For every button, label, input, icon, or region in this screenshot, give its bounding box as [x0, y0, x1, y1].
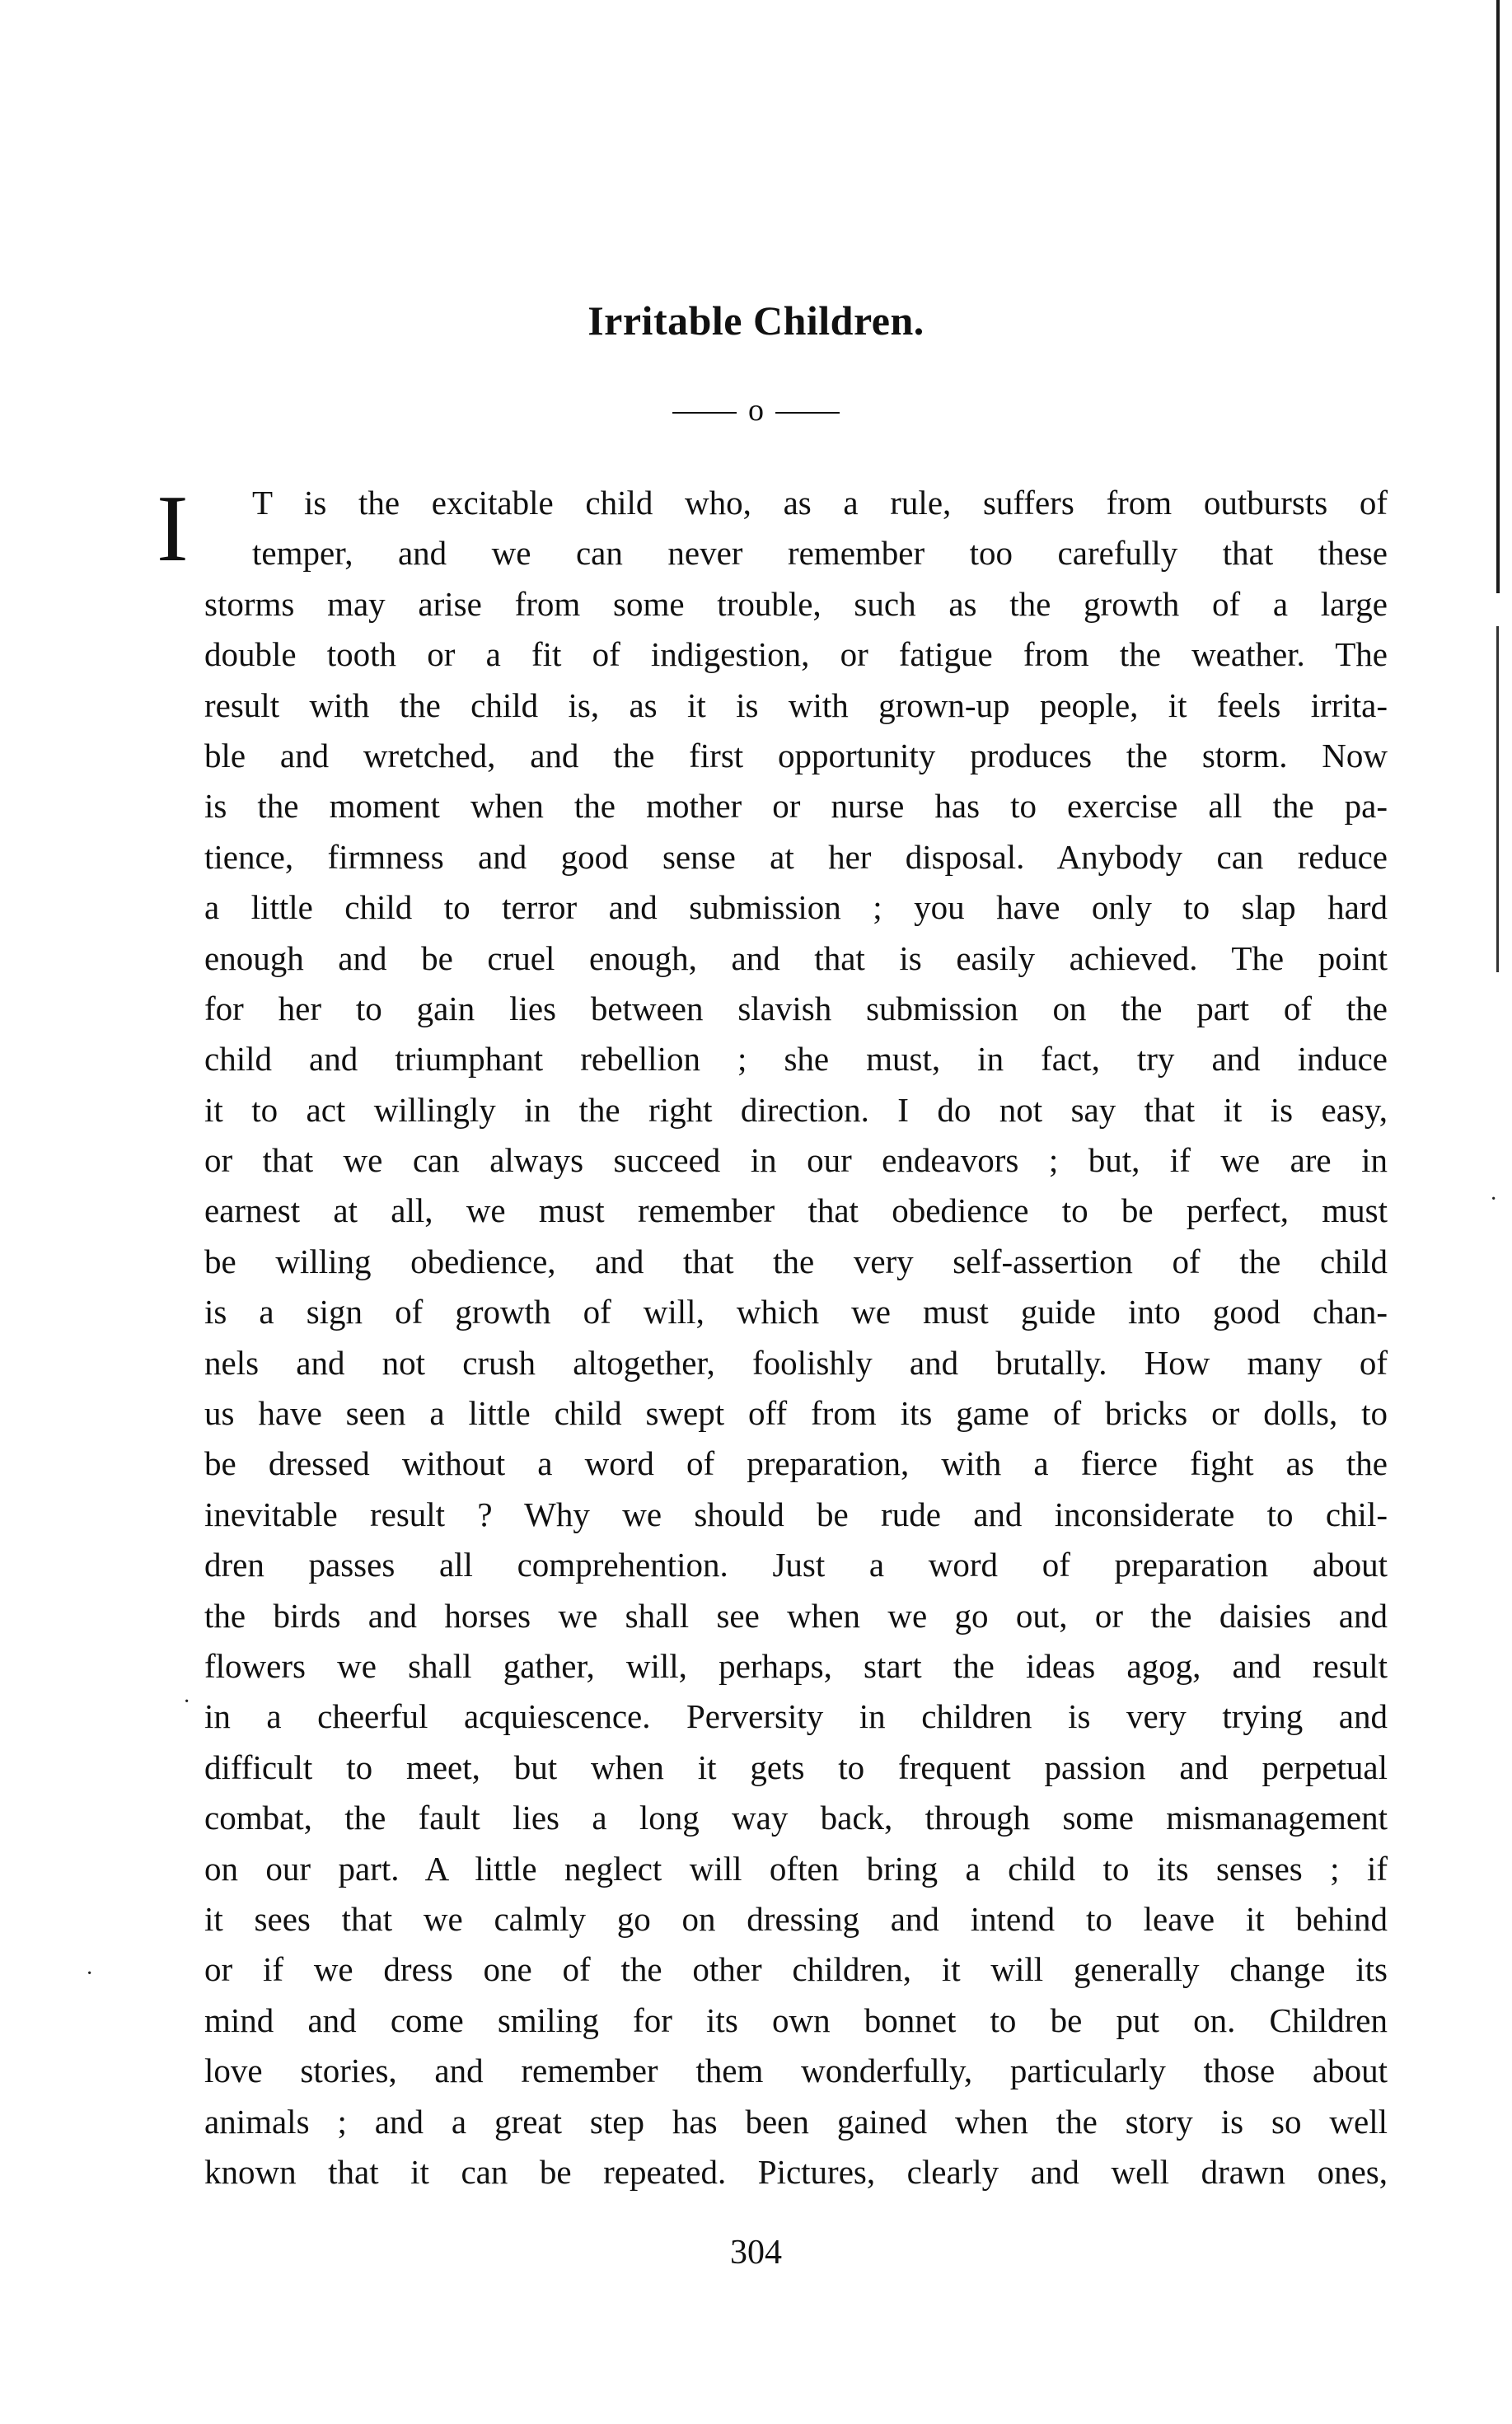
text-line: enough and be cruel enough, and that is easily achieved. The point [204, 938, 1388, 977]
text-line: be dressed without a word of preparation, with a fierce fight as the [204, 1444, 1388, 1483]
ornament-rule-left [672, 412, 737, 414]
text-line: love stories, and remember them wonderfully, particularly those about [204, 2052, 1388, 2090]
text-line: difficult to meet, but when it gets to frequent passion and perpetual [204, 1748, 1388, 1786]
text-line: tience, firmness and good sense at her disposal. Anybody can reduce [204, 837, 1388, 876]
ornament-rule-right [775, 412, 840, 414]
text-line: the birds and horses we shall see when we go out, or the daisies and [204, 1596, 1388, 1635]
heading-ornament [0, 394, 1512, 427]
scan-speck: · [183, 1689, 191, 1715]
text-line: child and triumphant rebellion ; she must, in fact, try and induce [204, 1040, 1388, 1079]
text-line: it sees that we calmly go on dressing and intend to leave it behind [204, 1899, 1388, 1938]
text-line: temper, and we can never remember too carefully that these [252, 534, 1388, 573]
text-line: be willing obedience, and that the very self-assertion of the child [204, 1242, 1388, 1280]
text-line: ble and wretched, and the first opportunity produces the storm. Now [204, 736, 1388, 774]
text-line: or if we dress one of the other children, it will generally change its [204, 1950, 1388, 1989]
text-line: inevitable result ? Why we should be rude and inconsiderate to chil- [204, 1495, 1388, 1533]
text-line: a little child to terror and submission ; you have only to slap hard [204, 888, 1388, 927]
text-line: nels and not crush altogether, foolishly and brutally. How many of [204, 1343, 1388, 1382]
scan-speck: · [1490, 1186, 1498, 1212]
text-line: combat, the fault lies a long way back, through some mismanagement [204, 1799, 1388, 1837]
scan-speck: · [86, 1961, 94, 1986]
text-line: double tooth or a fit of indigestion, or fatigue from the weather. The [204, 635, 1388, 674]
text-line: earnest at all, we must remember that obedience to be perfect, must [204, 1191, 1388, 1230]
text-line: is a sign of growth of will, which we must guide into good chan- [204, 1293, 1388, 1331]
text-line: us have seen a little child swept off from its game of bricks or dolls, to [204, 1394, 1388, 1433]
text-line: for her to gain lies between slavish submission on the part of the [204, 989, 1388, 1027]
text-line: on our part. A little neglect will often bring a child to its senses ; if [204, 1849, 1388, 1888]
text-line: is the moment when the mother or nurse has to exercise all the pa- [204, 787, 1388, 826]
text-line: storms may arise from some trouble, such as the growth of a large [204, 584, 1388, 623]
text-line: dren passes all comprehention. Just a word of preparation about [204, 1546, 1388, 1584]
chapter-heading: Irritable Children. [587, 297, 925, 344]
text-line: it to act willingly in the right direction. I do not say that it is easy, [204, 1090, 1388, 1129]
ornament-circle: o [748, 393, 764, 428]
text-line: mind and come smiling for its own bonnet to be put on. Children [204, 2001, 1388, 2039]
text-line: known that it can be repeated. Pictures, clearly and well drawn ones, [204, 2152, 1388, 2191]
drop-cap: I [157, 476, 189, 582]
page-edge-rule-lower [1496, 626, 1499, 972]
page-number: 304 [730, 2234, 782, 2272]
text-line: flowers we shall gather, will, perhaps, start the ideas agog, and result [204, 1646, 1388, 1685]
first-line-text: T is the excitable child who, as a rule, suffers from outbursts of [252, 484, 1388, 522]
body-paragraph [157, 476, 1388, 2197]
text-line: result with the child is, as it is with grown-up people, it feels irrita- [204, 686, 1388, 724]
text-line: or that we can always succeed in our endeavors ; but, if we are in [204, 1141, 1388, 1180]
text-line: in a cheerful acquiescence. Perversity in children is very trying and [204, 1697, 1388, 1736]
text-line: animals ; and a great step has been gained when the story is so well [204, 2102, 1388, 2141]
